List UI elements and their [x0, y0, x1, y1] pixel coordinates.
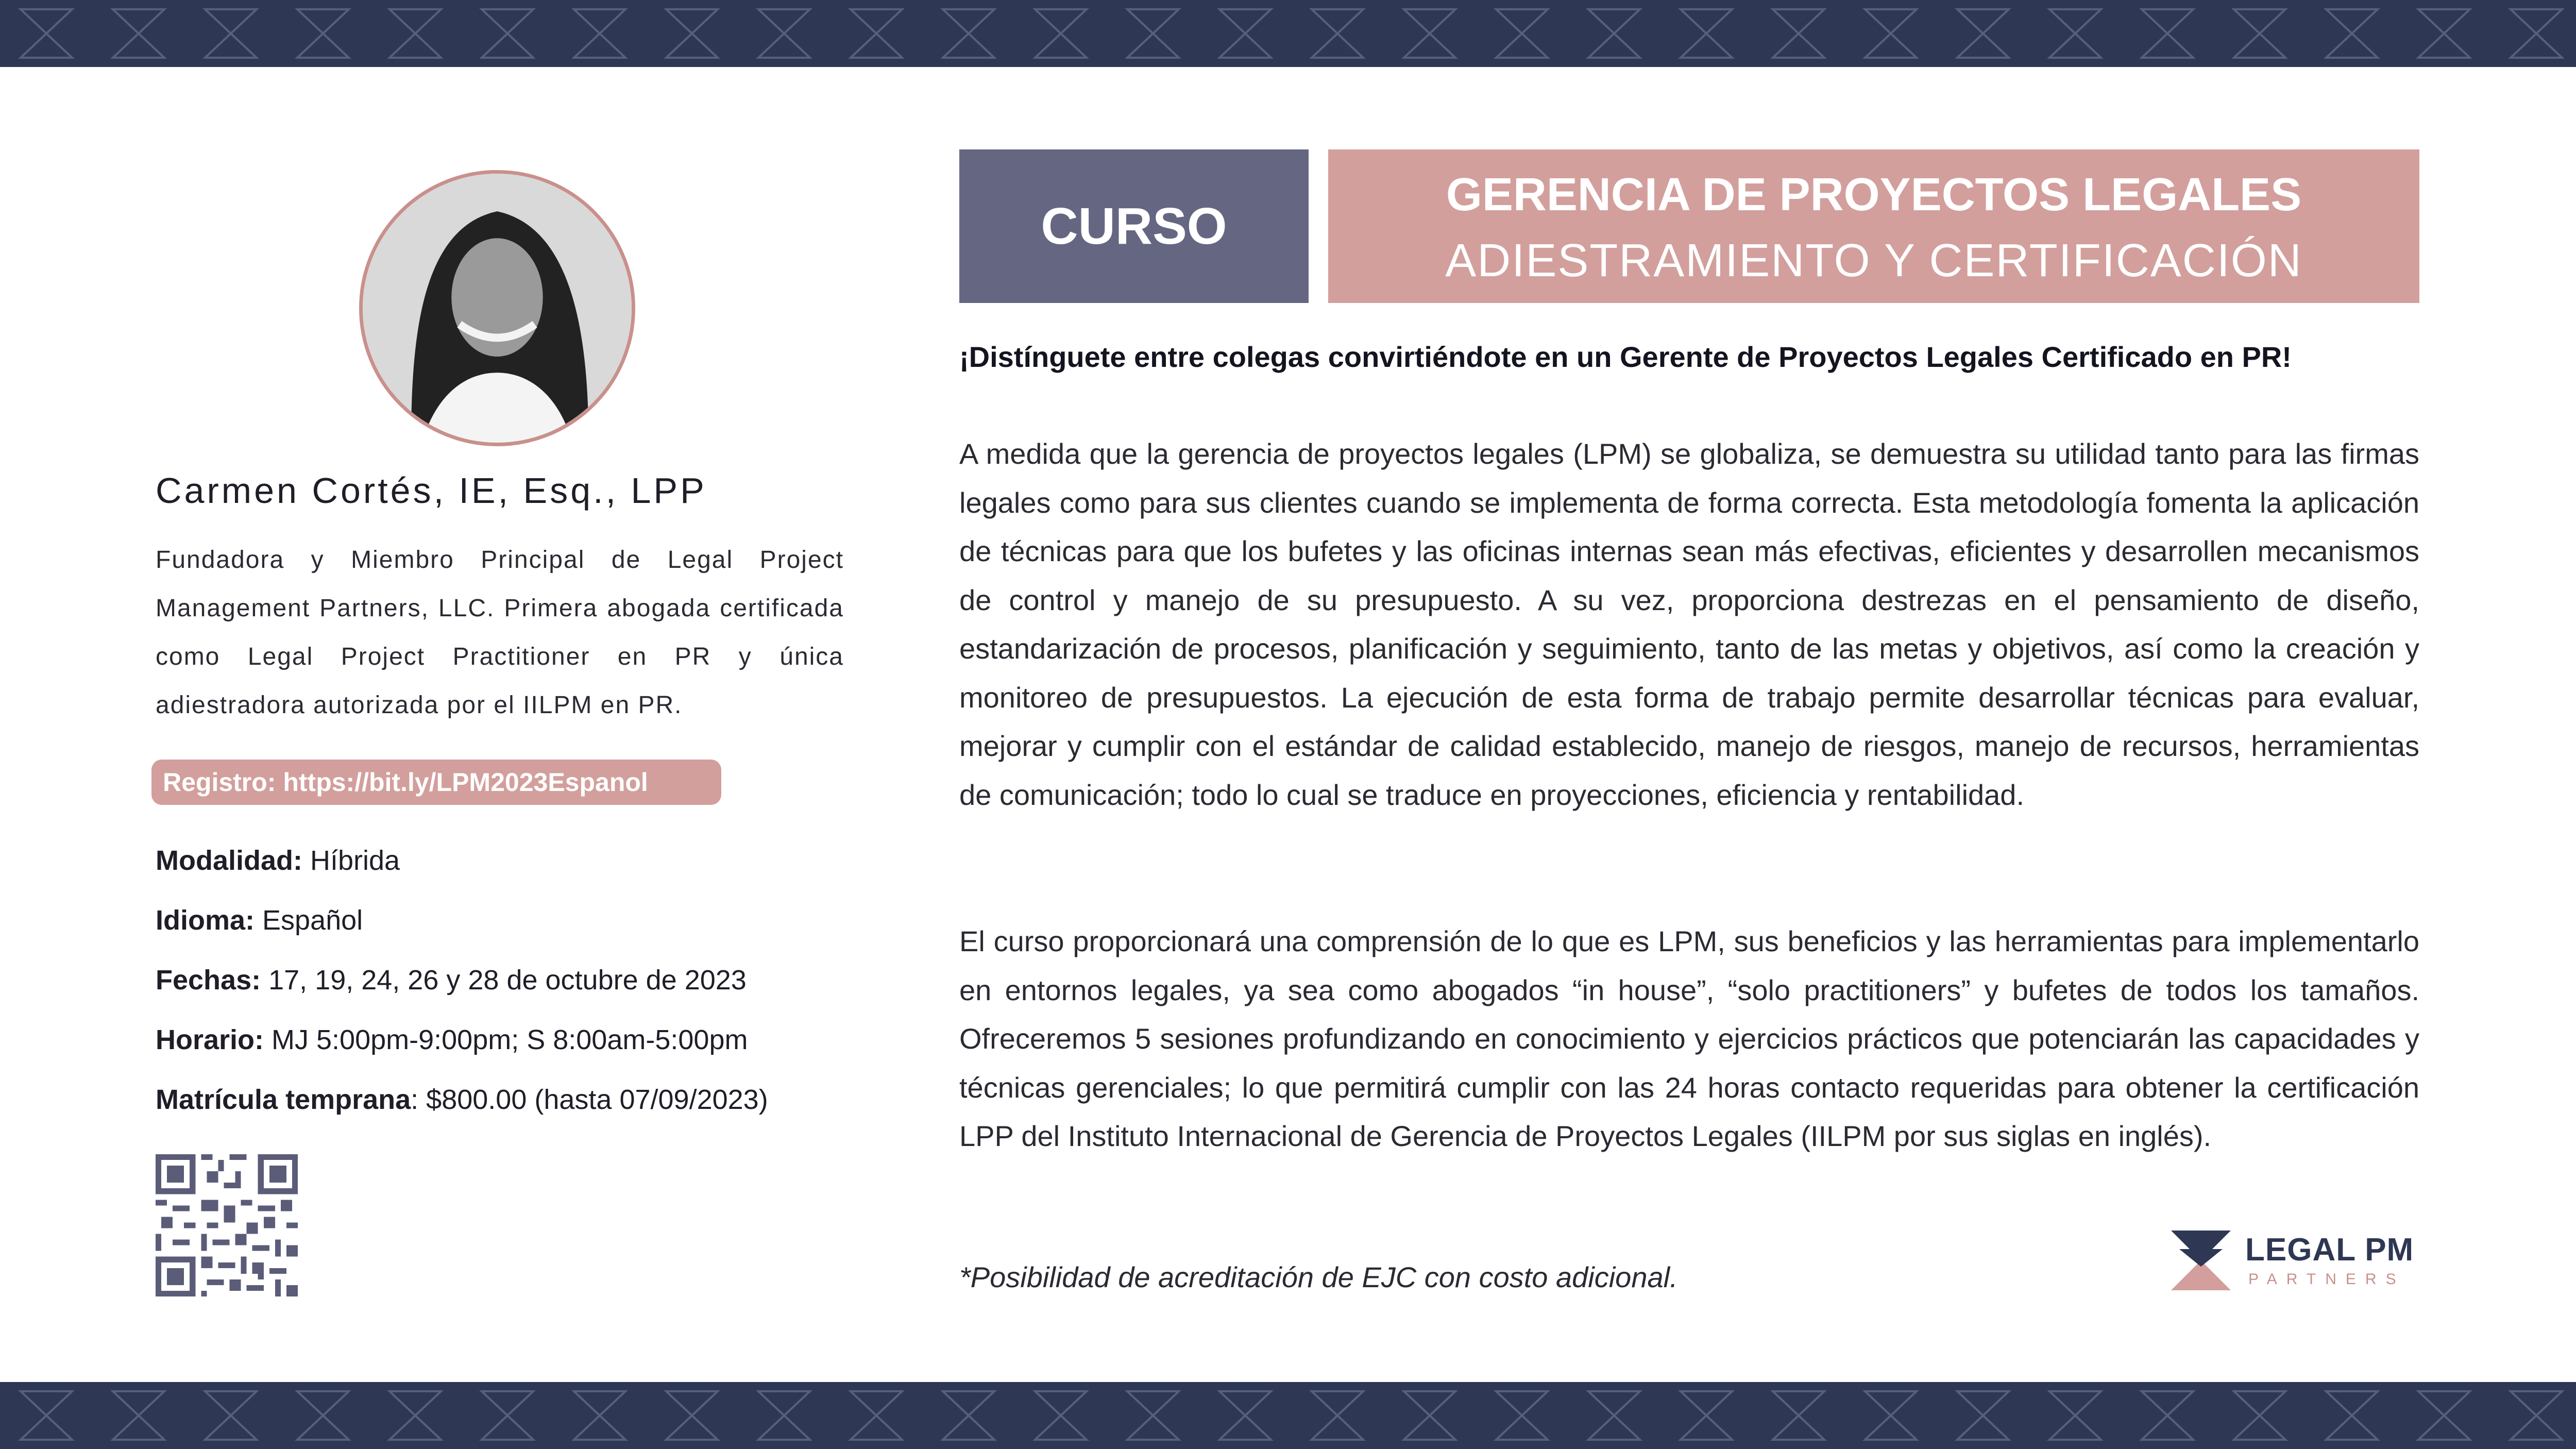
- description-paragraph-1: A medida que la gerencia de proyectos legales (LPM) se globaliza, se demuestra su utilidad tanto para las firmas legales como para sus clientes cuando se implementa de forma correcta. Esta metodología fomenta la aplicación de técnicas para que los bufetes y las oficinas internas sean más efectivas, eficientes y desarrollen mecanismos de control y manejo de su presupuesto. A su vez, proporciona destrezas en el pensamiento de diseño, estandarización de procesos, planificación y seguimiento, tanto de las metas y objetivos, así como la creación y monitoreo de presupuestos. La ejecución de esta forma de trabajo permite desarrollar técnicas para evaluar, mejorar y cumplir con el estándar de calidad establecido, manejo de riesgos, manejo de recursos, herramientas de comunicación; todo lo cual se traduce en proyecciones, eficiencia y rentabilidad.: [959, 437, 2419, 811]
- tagline: ¡Distínguete entre colegas convirtiéndote en un Gerente de Proyectos Legales Certificado en PR!: [959, 341, 2292, 373]
- hourglass-pattern-top: [0, 0, 2576, 67]
- legal-pm-partners-logo: LEGAL PM PARTNERS: [2169, 1228, 2447, 1295]
- course-subtitle: ADIESTRAMIENTO Y CERTIFICACIÓN: [1445, 235, 2302, 287]
- bottom-pattern-band: [0, 1382, 2576, 1449]
- qr-code[interactable]: [156, 1154, 298, 1296]
- detail-language: Idioma: Español: [156, 905, 363, 936]
- speaker-portrait: [359, 170, 635, 446]
- hourglass-pattern-bottom: [0, 1382, 2576, 1449]
- course-details: [156, 831, 928, 1130]
- detail-schedule: Horario: MJ 5:00pm-9:00pm; S 8:00am-5:00pm: [156, 1024, 748, 1055]
- description-paragraph-2: El curso proporcionará una comprensión de lo que es LPM, sus beneficios y las herramientas para implementarlo en entornos legales, ya sea como abogados “in house”, “solo practitioners” y bufetes de todos los tamaños. Ofreceremos 5 sesiones profundizando en conocimiento y ejercicios prácticos que potenciarán las capacidades y técnicas gerenciales; lo que permitirá cumplir con las 24 horas contacto requeridas para obtener la certificación LPP del Instituto Internacional de Gerencia de Proyectos Legales (IILPM por sus siglas en inglés).: [959, 925, 2419, 1152]
- hourglass-logo-icon: [2169, 1228, 2233, 1292]
- speaker-name: Carmen Cortés, IE, Esq., LPP: [156, 470, 707, 511]
- detail-modality: Modalidad: Híbrida: [156, 845, 400, 876]
- top-pattern-band: [0, 0, 2576, 67]
- course-title: GERENCIA DE PROYECTOS LEGALES: [1446, 169, 2302, 221]
- registration-link[interactable]: Registro: https://bit.ly/LPM2023Espanol: [151, 760, 721, 805]
- cle-note: *Posibilidad de acreditación de EJC con costo adicional.: [959, 1261, 1678, 1293]
- speaker-bio: Fundadora y Miembro Principal de Legal Project Management Partners, LLC. Primera abogada certificada como Legal Project Practitioner en PR y única adiestradora autorizada por el IILPM en PR.: [156, 546, 844, 719]
- course-tag: CURSO: [959, 149, 1309, 303]
- detail-dates: Fechas: 17, 19, 24, 26 y 28 de octubre de 2023: [156, 965, 747, 996]
- course-title-banner: [1328, 149, 2419, 303]
- detail-early-fee: Matrícula temprana: $800.00 (hasta 07/09/2023): [156, 1084, 768, 1115]
